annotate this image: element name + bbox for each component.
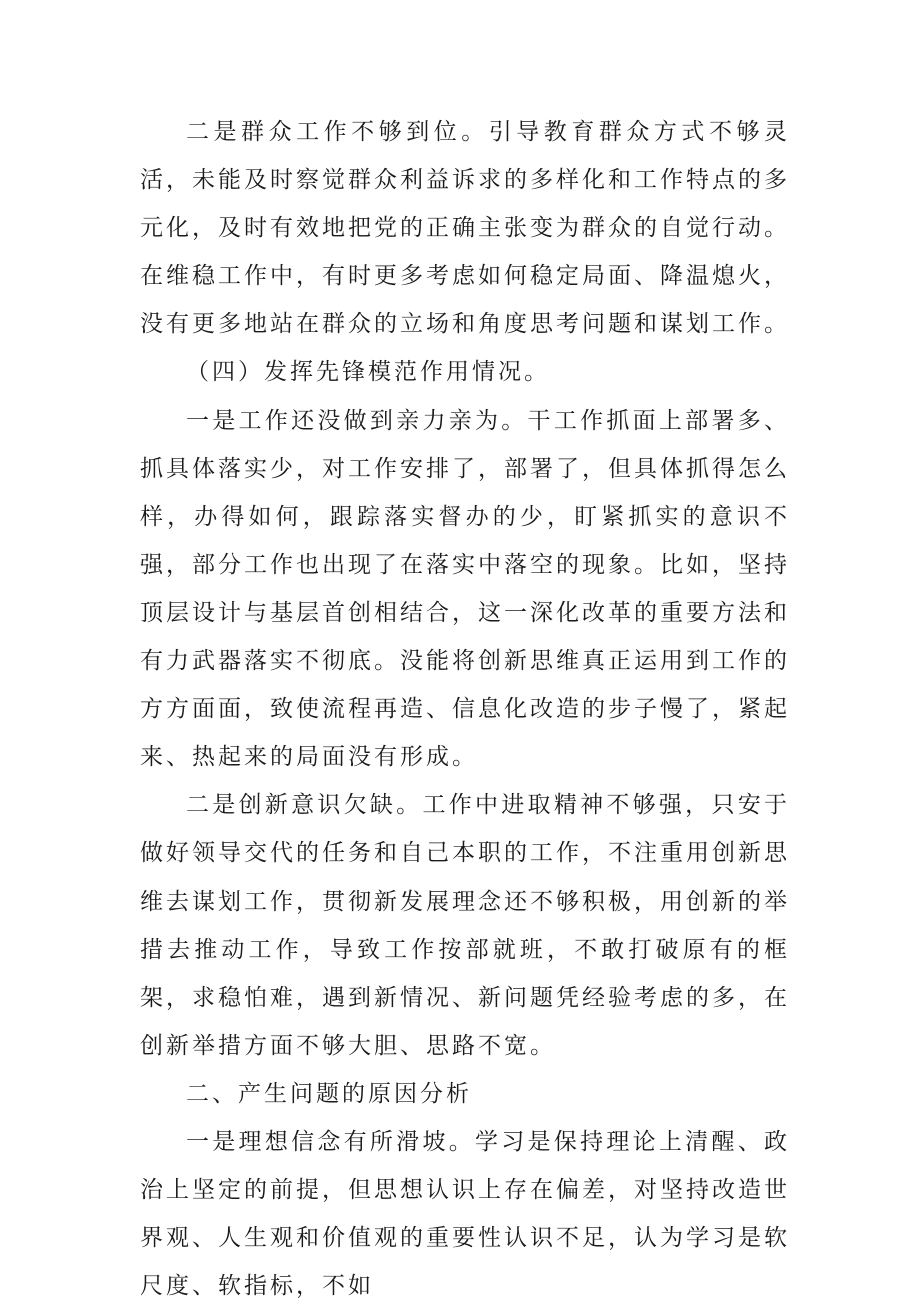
document-body <box>140 108 790 1310</box>
section-heading-vanguard-role: （四）发挥先锋模范作用情况。 <box>186 359 550 386</box>
paragraph-hands-on-work: 一是工作还没做到亲力亲为。干工作抓面上部署多、抓具体落实少，对工作安排了，部署了，但具体抓得怎么样，办得如何，跟踪落实督办的少，盯紧抓实的意识不强，部分工作也出现了在落实中落空的现象。比如，坚持顶层设计与基层首创相结合，这一深化改革的重要方法和有力武器落实不彻底。没能将创新思维真正运用到工作的方方面面，致使流程再造、信息化改造的步子慢了，紧起来、热起来的局面没有形成。 <box>140 407 790 771</box>
section-heading-cause-analysis: 二、产生问题的原因分析 <box>186 1080 472 1107</box>
paragraph-ideals-beliefs: 一是理想信念有所滑坡。学习是保持理论上清醒、政治上坚定的前提，但思想认识上存在偏差，对坚持改造世界观、人生观和价值观的重要性认识不足，认为学习是软尺度、软指标，不如 <box>140 1128 790 1300</box>
paragraph-innovation-awareness: 二是创新意识欠缺。工作中进取精神不够强，只安于做好领导交代的任务和自己本职的工作，不注重用创新思维去谋划工作，贯彻新发展理念还不够积极，用创新的举措去推动工作，导致工作按部就班，不敢打破原有的框架，求稳怕难，遇到新情况、新问题凭经验考虑的多，在创新举措方面不够大胆、思路不宽。 <box>140 792 790 1059</box>
paragraph-mass-work: 二是群众工作不够到位。引导教育群众方式不够灵活，未能及时察觉群众利益诉求的多样化和工作特点的多元化，及时有效地把党的正确主张变为群众的自觉行动。在维稳工作中，有时更多考虑如何稳定局面、降温熄火，没有更多地站在群众的立场和角度思考问题和谋划工作。 <box>140 119 790 338</box>
